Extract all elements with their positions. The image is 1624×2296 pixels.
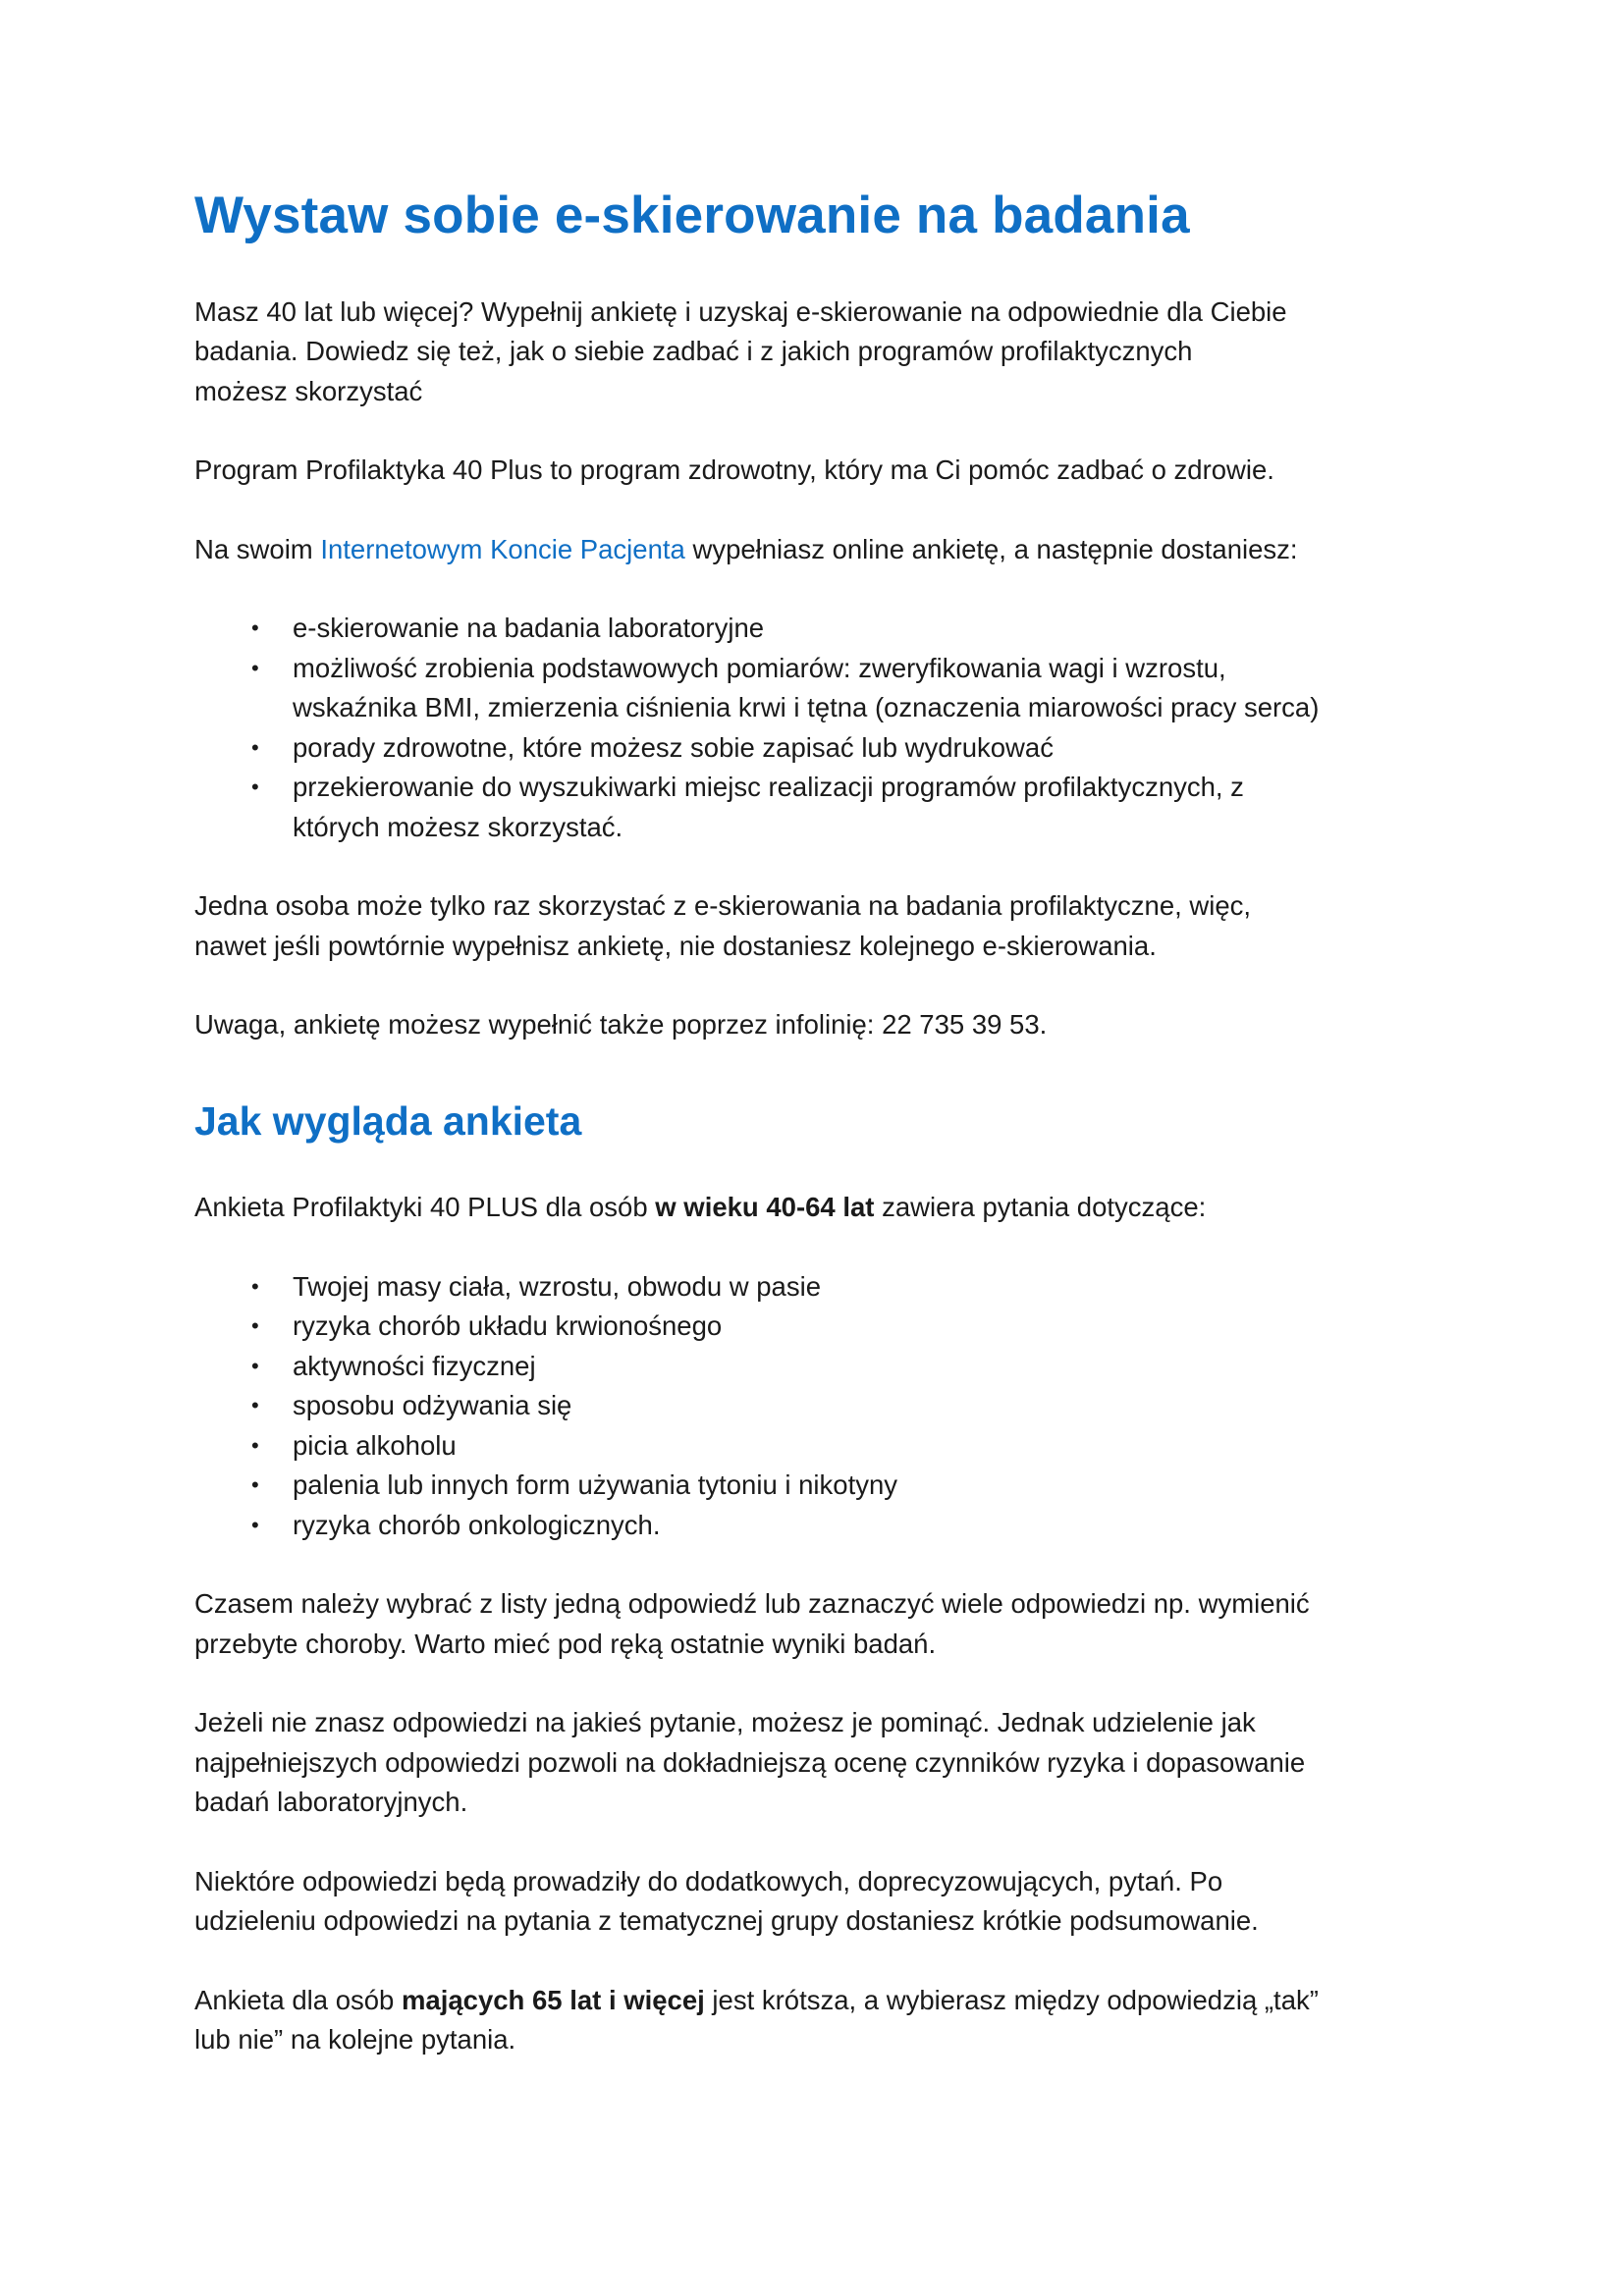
benefit-text-cont: wskaźnika BMI, zmierzenia ciśnienia krwi i tętna (oznaczenia miarowości pracy serca)	[293, 692, 1320, 723]
bullet-icon: •	[251, 1313, 259, 1339]
senior-paragraph	[194, 1981, 1441, 2060]
benefit-text: przekierowanie do wyszukiwarki miejsc realizacji programów profilaktycznych, z	[293, 772, 1244, 803]
followup-paragraph	[194, 1862, 1441, 1942]
senior-suffix: jest krótsza, a wybierasz między odpowiedzią „tak”	[704, 1984, 1319, 2015]
list-item	[194, 1426, 1441, 1467]
once-line-2: nawet jeśli powtórnie wypełnisz ankietę, nie dostaniesz kolejnego e-skierowania.	[194, 930, 1157, 961]
followup-line-1: Niektóre odpowiedzi będą prowadziły do dodatkowych, doprecyzowujących, pytań. Po	[194, 1865, 1223, 1896]
ikp-paragraph	[194, 530, 1441, 570]
list-item	[194, 649, 1441, 728]
list-item	[194, 768, 1441, 847]
intro-line-2: badania. Dowiedz się też, jak o siebie zadbać i z jakich programów profilaktycznych	[194, 336, 1193, 367]
hotline-paragraph: Uwaga, ankietę możesz wypełnić także poprzez infolinię: 22 735 39 53.	[194, 1009, 1048, 1041]
answers-line-2: przebyte choroby. Warto mieć pod ręką ostatnie wyniki badań.	[194, 1628, 937, 1659]
bullet-icon: •	[251, 1432, 259, 1458]
intro-line-1: Masz 40 lat lub więcej? Wypełnij ankietę i uzyskaj e-skierowanie na odpowiednie dla Ciebie	[194, 295, 1287, 327]
bullet-icon: •	[251, 1393, 259, 1418]
followup-line-2: udzieleniu odpowiedzi na pytania z tematycznej grupy dostaniesz krótkie podsumowanie.	[194, 1905, 1259, 1937]
answers-line-1: Czasem należy wybrać z listy jedną odpowiedź lub zaznaczyć wiele odpowiedzi np. wymienić	[194, 1588, 1310, 1620]
bullet-icon: •	[251, 1273, 259, 1299]
topic-text: Twojej masy ciała, wzrostu, obwodu w pasie	[293, 1270, 822, 1302]
list-item	[194, 1466, 1441, 1506]
topic-text: picia alkoholu	[293, 1429, 457, 1461]
bullet-icon: •	[251, 1472, 259, 1498]
list-item	[194, 728, 1441, 769]
benefits-list	[194, 609, 1441, 847]
survey-intro-suffix: zawiera pytania dotyczące:	[874, 1192, 1207, 1223]
survey-intro-paragraph	[194, 1188, 1441, 1228]
benefit-text-cont: których możesz skorzystać.	[293, 811, 623, 842]
once-paragraph	[194, 886, 1441, 966]
section-title: Jak wygląda ankieta	[194, 1097, 582, 1144]
benefit-text: e-skierowanie na badania laboratoryjne	[293, 613, 765, 644]
topic-text: sposobu odżywania się	[293, 1390, 572, 1421]
topic-text: ryzyka chorób układu krwionośnego	[293, 1310, 723, 1342]
list-item	[194, 1386, 1441, 1426]
section-heading-wrap	[194, 1098, 1441, 1145]
list-item	[194, 1506, 1441, 1546]
intro-line-3: możesz skorzystać	[194, 375, 423, 406]
bullet-icon: •	[251, 615, 259, 641]
topics-list	[194, 1267, 1441, 1546]
benefit-text: możliwość zrobienia podstawowych pomiarów: zweryfikowania wagi i wzrostu,	[293, 652, 1226, 683]
topic-text: palenia lub innych form używania tytoniu i nikotyny	[293, 1469, 898, 1501]
benefit-text: porady zdrowotne, które możesz sobie zapisać lub wydrukować	[293, 731, 1054, 763]
list-item	[194, 1267, 1441, 1308]
skip-line-2: najpełniejszych odpowiedzi pozwoli na dokładniejszą ocenę czynników ryzyka i dopasowanie	[194, 1746, 1306, 1778]
senior-age: mających 65 lat i więcej	[401, 1984, 705, 2015]
ikp-prefix: Na swoim	[194, 533, 321, 564]
topic-text: aktywności fizycznej	[293, 1350, 536, 1381]
list-item	[194, 1347, 1441, 1387]
program-paragraph: Program Profilaktyka 40 Plus to program zdrowotny, który ma Ci pomóc zadbać o zdrowie.	[194, 454, 1274, 486]
topic-text: ryzyka chorób onkologicznych.	[293, 1509, 661, 1540]
page-title: Wystaw sobie e-skierowanie na badania	[194, 187, 1190, 244]
document-page	[194, 187, 1441, 2060]
once-line-1: Jedna osoba może tylko raz skorzystać z e-skierowania na badania profilaktyczne, więc,	[194, 890, 1252, 922]
list-item	[194, 1307, 1441, 1347]
survey-intro-age: w wieku 40-64 lat	[655, 1192, 875, 1223]
survey-intro-prefix: Ankieta Profilaktyki 40 PLUS dla osób	[194, 1192, 656, 1223]
bullet-icon: •	[251, 655, 259, 680]
skip-line-3: badań laboratoryjnych.	[194, 1787, 468, 1818]
skip-paragraph	[194, 1703, 1441, 1823]
ikp-suffix: wypełniasz online ankietę, a następnie dostaniesz:	[684, 533, 1298, 564]
bullet-icon: •	[251, 1512, 259, 1537]
senior-line-2: lub nie” na kolejne pytania.	[194, 2024, 516, 2056]
intro-paragraph	[194, 293, 1441, 412]
bullet-icon: •	[251, 1353, 259, 1378]
list-item	[194, 609, 1441, 649]
ikp-link[interactable]: Internetowym Koncie Pacjenta	[320, 533, 685, 564]
bullet-icon: •	[251, 734, 259, 760]
skip-line-1: Jeżeli nie znasz odpowiedzi na jakieś pytanie, możesz je pominąć. Jednak udzielenie jak	[194, 1707, 1256, 1738]
senior-prefix: Ankieta dla osób	[194, 1984, 402, 2015]
answers-paragraph	[194, 1584, 1441, 1664]
bullet-icon: •	[251, 774, 259, 800]
